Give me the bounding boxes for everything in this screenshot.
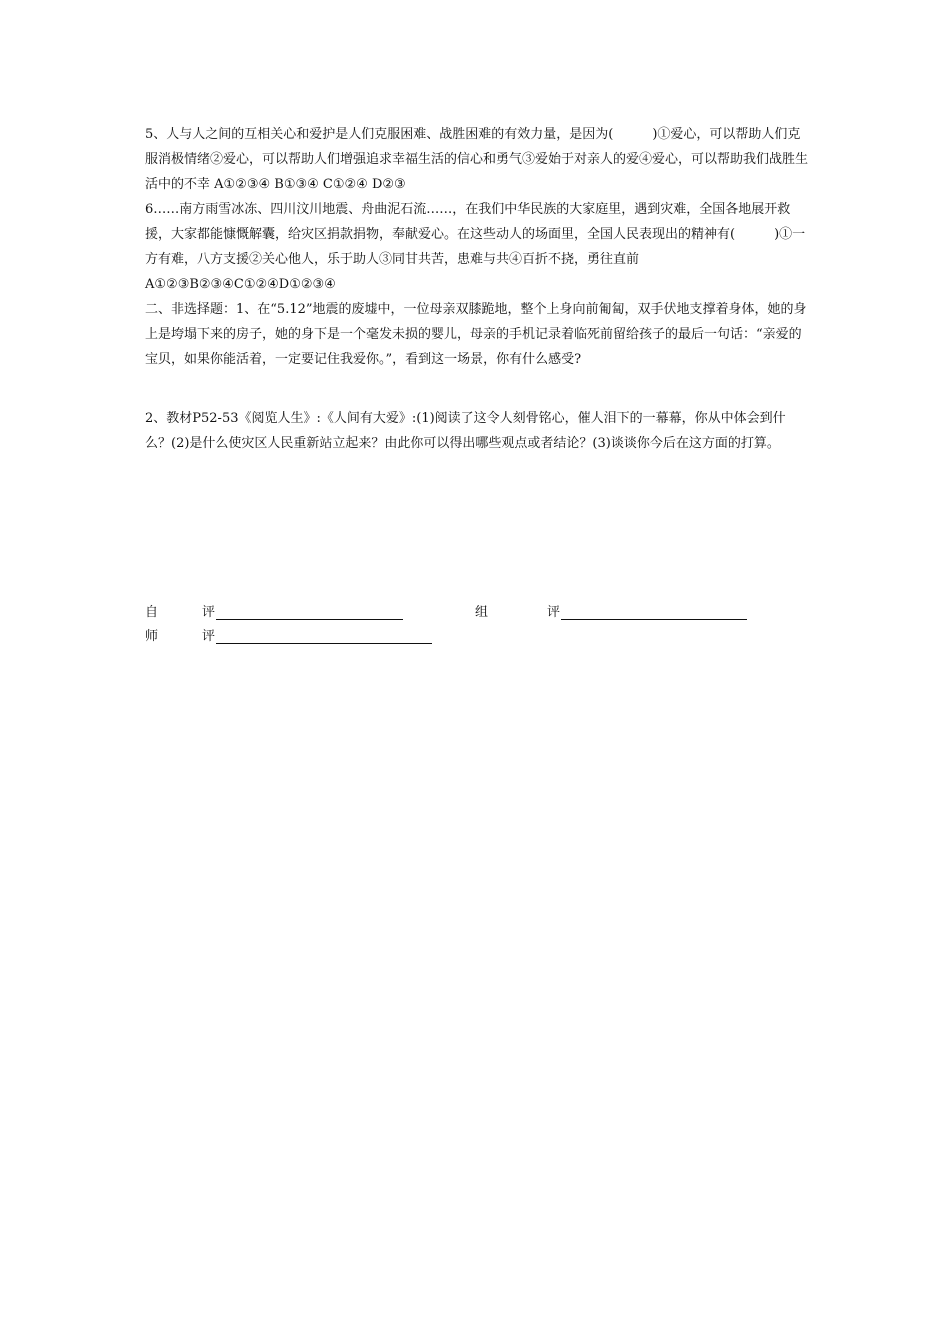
group-eval-char1: 组 bbox=[475, 605, 489, 620]
self-eval-char2: 评 bbox=[202, 605, 216, 620]
self-eval-char1: 自 bbox=[145, 605, 159, 620]
teacher-eval-char1: 师 bbox=[145, 629, 159, 644]
self-eval-line[interactable] bbox=[216, 619, 403, 620]
teacher-eval-char2: 评 bbox=[202, 629, 216, 644]
group-eval-char2: 评 bbox=[547, 605, 561, 620]
evaluation-row-self-group bbox=[145, 601, 810, 625]
worksheet-body bbox=[145, 122, 810, 456]
evaluation-section bbox=[145, 601, 810, 649]
evaluation-row-teacher bbox=[145, 625, 810, 649]
section2-question-2: 2、教材P52-53《阅览人生》:《人间有大爱》:(1)阅读了这令人刻骨铭心，催人泪下的一幕幕，你从中体会到什么？(2)是什么使灾区人民重新站立起来？由此你可以得出哪些观点或者结论？(3)谈谈你今后在这方面的打算。 bbox=[145, 411, 786, 451]
section2-question-1: 二、非选择题：1、在“5.12”地震的废墟中，一位母亲双膝跪地，整个上身向前匍匐，双手伏地支撑着身体，她的身上是垮塌下来的房子，她的身下是一个毫发未损的婴儿，母亲的手机记录着临死前留给孩子的最后一句话：“亲爱的宝贝，如果你能活着，一定要记住我爱你。”，看到这一场景，你有什么感受? bbox=[145, 302, 807, 367]
question-5: 5、人与人之间的互相关心和爱护是人们克服困难、战胜困难的有效力量，是因为( )①爱心，可以帮助人们克服消极情绪②爱心，可以帮助人们增强追求幸福生活的信心和勇气③爱始于对亲人的爱④爱心，可以帮助我们战胜生活中的不幸 A①②③④ B①③④ C①②④ D②③ bbox=[145, 127, 809, 192]
group-eval-line[interactable] bbox=[561, 619, 747, 620]
teacher-eval-line[interactable] bbox=[216, 643, 432, 644]
question-6-options: A①②③B②③④C①②④D①②③④ bbox=[145, 277, 336, 292]
question-6: 6……南方雨雪冰冻、四川汶川地震、舟曲泥石流……，在我们中华民族的大家庭里，遇到灾难，全国各地展开救援，大家都能慷慨解囊，给灾区捐款捐物，奉献爱心。在这些动人的场面里，全国人民表现出的精神有( )①一方有难，八方支援②关心他人，乐于助人③同甘共苦，患难与共④百折不挠，勇往直前 bbox=[145, 202, 806, 267]
answer-space-1 bbox=[145, 372, 810, 406]
